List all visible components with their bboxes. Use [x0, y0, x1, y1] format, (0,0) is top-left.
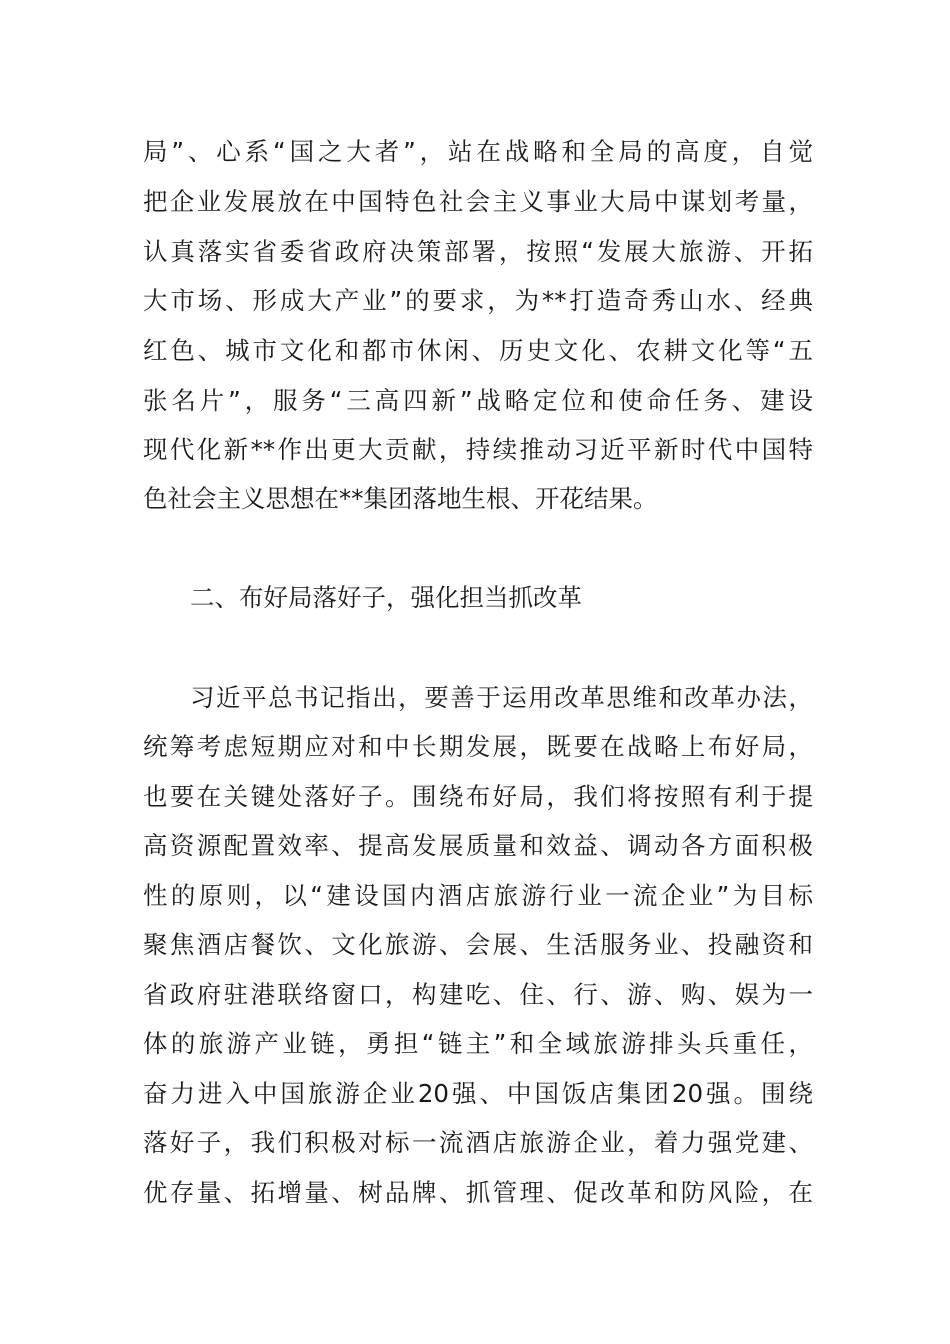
paragraph-line: 奋力进入中国旅游企业20强、中国饭店集团20强。围绕: [143, 1079, 813, 1108]
paragraph-line: 体的旅游产业链，勇担“链主”和全域旅游排头兵重任，: [143, 1029, 813, 1058]
paragraph-line: 也要在关键处落好子。围绕布好局，我们将按照有利于提: [143, 782, 813, 811]
paragraph-line: 把企业发展放在中国特色社会主义事业大局中谋划考量，: [143, 187, 813, 216]
paragraph-line: 认真落实省委省政府决策部署，按照“发展大旅游、开拓: [143, 237, 813, 266]
paragraph-line: 红色、城市文化和都市休闲、历史文化、农耕文化等“五: [143, 336, 813, 365]
paragraph-line: 落好子，我们积极对标一流酒店旅游企业，着力强党建、: [143, 1128, 813, 1157]
paragraph-line: 习近平总书记指出，要善于运用改革思维和改革办法，: [190, 683, 813, 712]
paragraph-line: 高资源配置效率、提高发展质量和效益、调动各方面积极: [143, 831, 813, 860]
paragraph-line: 现代化新**作出更大贡献，持续推动习近平新时代中国特: [143, 435, 813, 464]
section-heading: 二、布好局落好子，强化担当抓改革: [190, 583, 582, 612]
paragraph-line: 局”、心系“国之大者”，站在战略和全局的高度，自觉: [143, 137, 813, 166]
paragraph-line: 聚焦酒店餐饮、文化旅游、会展、生活服务业、投融资和: [143, 930, 813, 959]
paragraph-line: 张名片”，服务“三高四新”战略定位和使命任务、建设: [143, 386, 813, 415]
paragraph-line: 性的原则，以“建设国内酒店旅游行业一流企业”为目标: [143, 881, 813, 910]
paragraph-line: 统筹考虑短期应对和中长期发展，既要在战略上布好局，: [143, 732, 813, 761]
paragraph-line: 色社会主义思想在**集团落地生根、开花结果。: [143, 484, 658, 513]
paragraph-line: 优存量、拓增量、树品牌、抓管理、促改革和防风险，在: [143, 1178, 813, 1207]
paragraph-line: 省政府驻港联络窗口，构建吃、住、行、游、购、娱为一: [143, 980, 813, 1009]
paragraph-line: 大市场、形成大产业”的要求，为**打造奇秀山水、经典: [143, 286, 813, 315]
